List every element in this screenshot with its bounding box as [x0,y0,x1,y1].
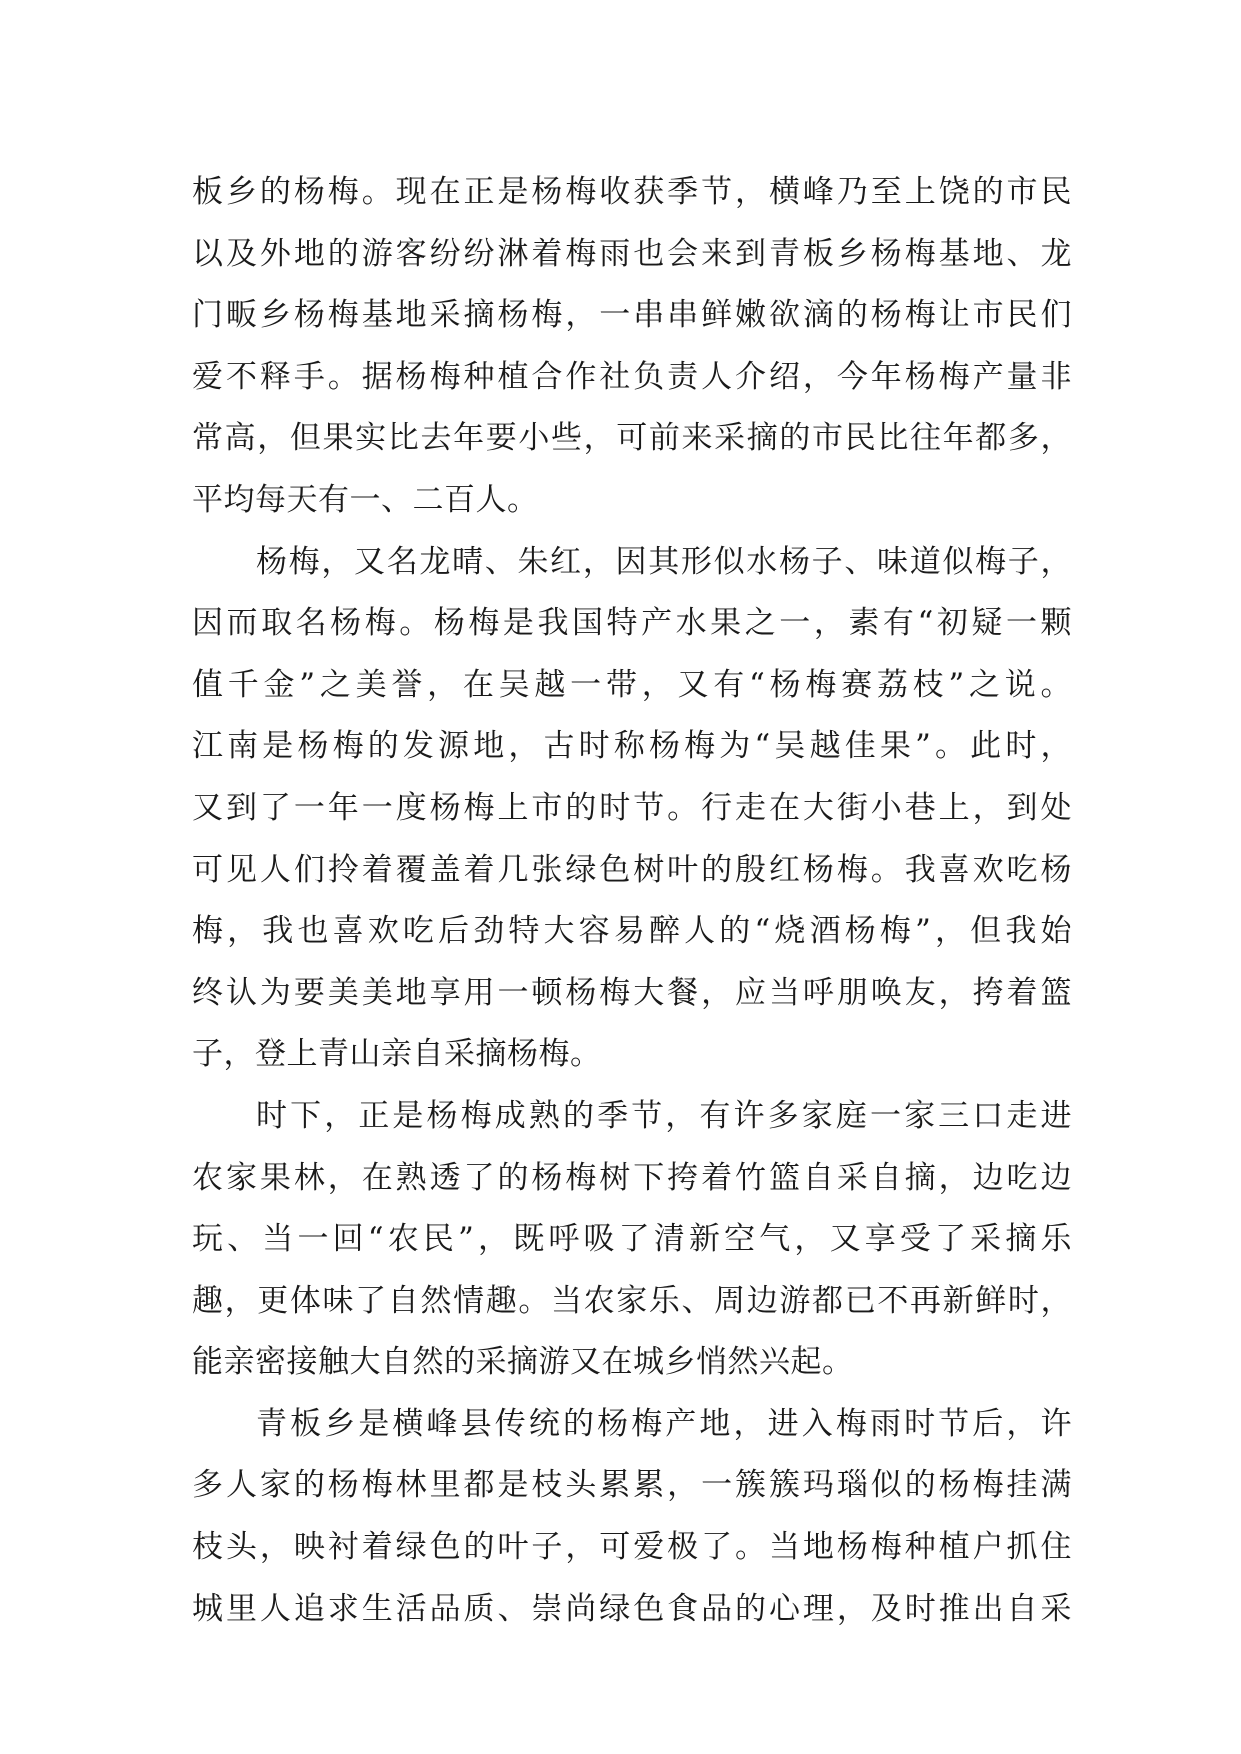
text-line: 子，登上青山亲自采摘杨梅。 [192,1036,602,1073]
text-line: 能亲密接触大自然的采摘游又在城乡悄然兴起。 [192,1344,854,1381]
document-body [192,162,1072,1640]
paragraph-3 [192,1086,1072,1394]
text-line: 因而取名杨梅。杨梅是我国特产水果之一，素有“初疑一颗 [192,605,1072,642]
text-line: 爱不释手。据杨梅种植合作社负责人介绍，今年杨梅产量非 [192,358,1072,395]
paragraph-4 [192,1394,1072,1640]
paragraph-1 [192,162,1072,532]
text-line: 又到了一年一度杨梅上市的时节。行走在大街小巷上，到处 [192,789,1072,826]
text-line: 玩、当一回“农民”，既呼吸了清新空气，又享受了采摘乐 [192,1221,1072,1258]
text-line: 城里人追求生活品质、崇尚绿色食品的心理，及时推出自采 [192,1590,1072,1627]
text-line: 可见人们拎着覆盖着几张绿色树叶的殷红杨梅。我喜欢吃杨 [192,851,1072,888]
text-line: 多人家的杨梅林里都是枝头累累，一簇簇玛瑙似的杨梅挂满 [192,1467,1072,1504]
text-line: 门畈乡杨梅基地采摘杨梅，一串串鲜嫩欲滴的杨梅让市民们 [192,297,1072,334]
text-line: 板乡的杨梅。现在正是杨梅收获季节，横峰乃至上饶的市民 [192,174,1072,210]
text-line: 平均每天有一、二百人。 [192,481,539,518]
text-line: 江南是杨梅的发源地，古时称杨梅为“吴越佳果”。此时， [192,728,1072,765]
text-line: 趣，更体味了自然情趣。当农家乐、周边游都已不再新鲜时， [192,1282,1072,1319]
text-line: 枝头，映衬着绿色的叶子，可爱极了。当地杨梅种植户抓住 [192,1529,1072,1566]
text-line: 青板乡是横峰县传统的杨梅产地，进入梅雨时节后，许 [256,1405,1072,1442]
text-line: 农家果林，在熟透了的杨梅树下挎着竹篮自采自摘，边吃边 [192,1159,1072,1196]
text-line: 常高，但果实比去年要小些，可前来采摘的市民比往年都多， [192,420,1072,457]
paragraph-2 [192,532,1072,1086]
text-line: 梅，我也喜欢吃后劲特大容易醉人的“烧酒杨梅”，但我始 [192,913,1072,950]
text-line: 以及外地的游客纷纷淋着梅雨也会来到青板乡杨梅基地、龙 [192,235,1072,272]
text-line: 终认为要美美地享用一顿杨梅大餐，应当呼朋唤友，挎着篮 [192,974,1072,1011]
text-line: 值千金”之美誉，在吴越一带，又有“杨梅赛荔枝”之说。 [192,666,1072,703]
text-line: 时下，正是杨梅成熟的季节，有许多家庭一家三口走进 [256,1097,1072,1134]
text-line: 杨梅，又名龙晴、朱红，因其形似水杨子、味道似梅子， [256,543,1072,580]
